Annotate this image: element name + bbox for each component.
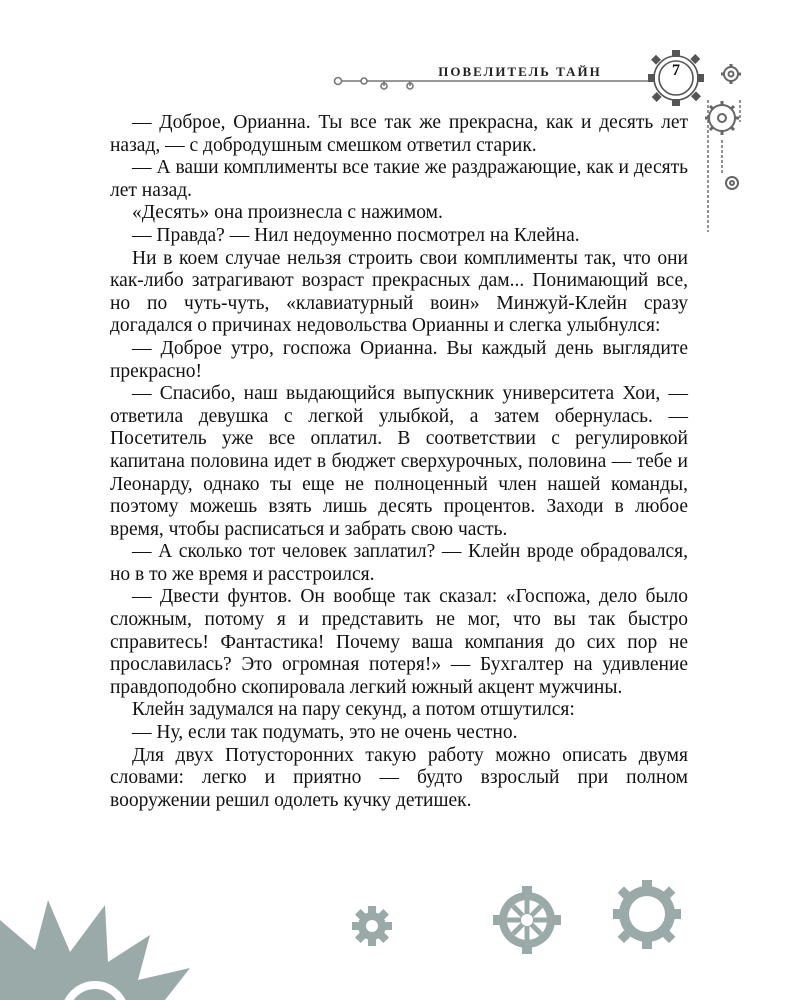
paragraph: Для двух Потусторонних такую работу можно описать двумя словами: легко и приятно — будто взрослый при полном вооружении решил одолеть кучку детишек.	[110, 744, 688, 811]
body-text	[110, 112, 688, 812]
page-footer	[0, 880, 800, 1000]
large-gear-icon	[0, 900, 190, 1000]
paragraph: — А сколько тот человек заплатил? — Клейн вроде обрадовался, но в то же время и расстроился.	[110, 541, 688, 585]
paragraph: Ни в коем случае нельзя строить свои комплименты так, что они как-либо затрагивают возраст прекрасных дам... Понимающий все, но по чуть-чуть, «клавиатурный воин» Минжуй-Клейн сразу догадался о причинах недовольства Орианны и слегка улыбнулся:	[110, 247, 688, 337]
footer-gears-ornament	[0, 880, 800, 1000]
page-number: 7	[672, 62, 680, 79]
paragraph: — Доброе, Орианна. Ты все так же прекрасна, как и десять лет назад, — с добродушным смешком ответил старик.	[110, 112, 688, 156]
running-title: ПОВЕЛИТЕЛЬ ТАЙН	[438, 64, 602, 79]
paragraph: «Десять» она произнесла с нажимом.	[132, 202, 443, 224]
paragraph: — Доброе утро, госпожа Орианна. Вы каждый день выглядите прекрасно!	[110, 337, 688, 382]
paragraph: — Правда? — Нил недоуменно посмотрел на Клейна.	[132, 224, 580, 246]
paragraph: — Двести фунтов. Он вообще так сказал: «Госпожа, дело было сложным, потому я и представить не мог, что вы так быстро справитесь! Фантастика! Почему ваша компания до сих пор не прославилась? Это огромная потеря!» — Бухгалтер на удивление правдоподобно скопировала легкий южный акцент мужчины.	[110, 586, 688, 698]
paragraph: — Спасибо, наш выдающийся выпускник университета Хои, — ответила девушка с легкой улыбкой, а затем обернулась. — Посетитель уже все оплатил. В соответствии с регулировкой капитана половина идет в бюджет сверхурочных, половина — тебе и Леонарду, однако ты еще не полноценный член нашей команды, поэтому можешь взять лишь десять процентов. Заходи в любое время, чтобы расписаться и забрать свою часть.	[110, 383, 688, 540]
paragraph: — Ну, если так подумать, это не очень честно.	[132, 722, 518, 744]
paragraph: Клейн задумался на пару секунд, а потом отшутился:	[132, 699, 575, 721]
small-gear-icon	[352, 906, 392, 946]
ring-gear-icon	[613, 880, 681, 949]
paragraph: — А ваши комплименты все такие же раздражающие, как и десять лет назад.	[110, 157, 688, 201]
spoked-gear-icon	[493, 886, 561, 954]
